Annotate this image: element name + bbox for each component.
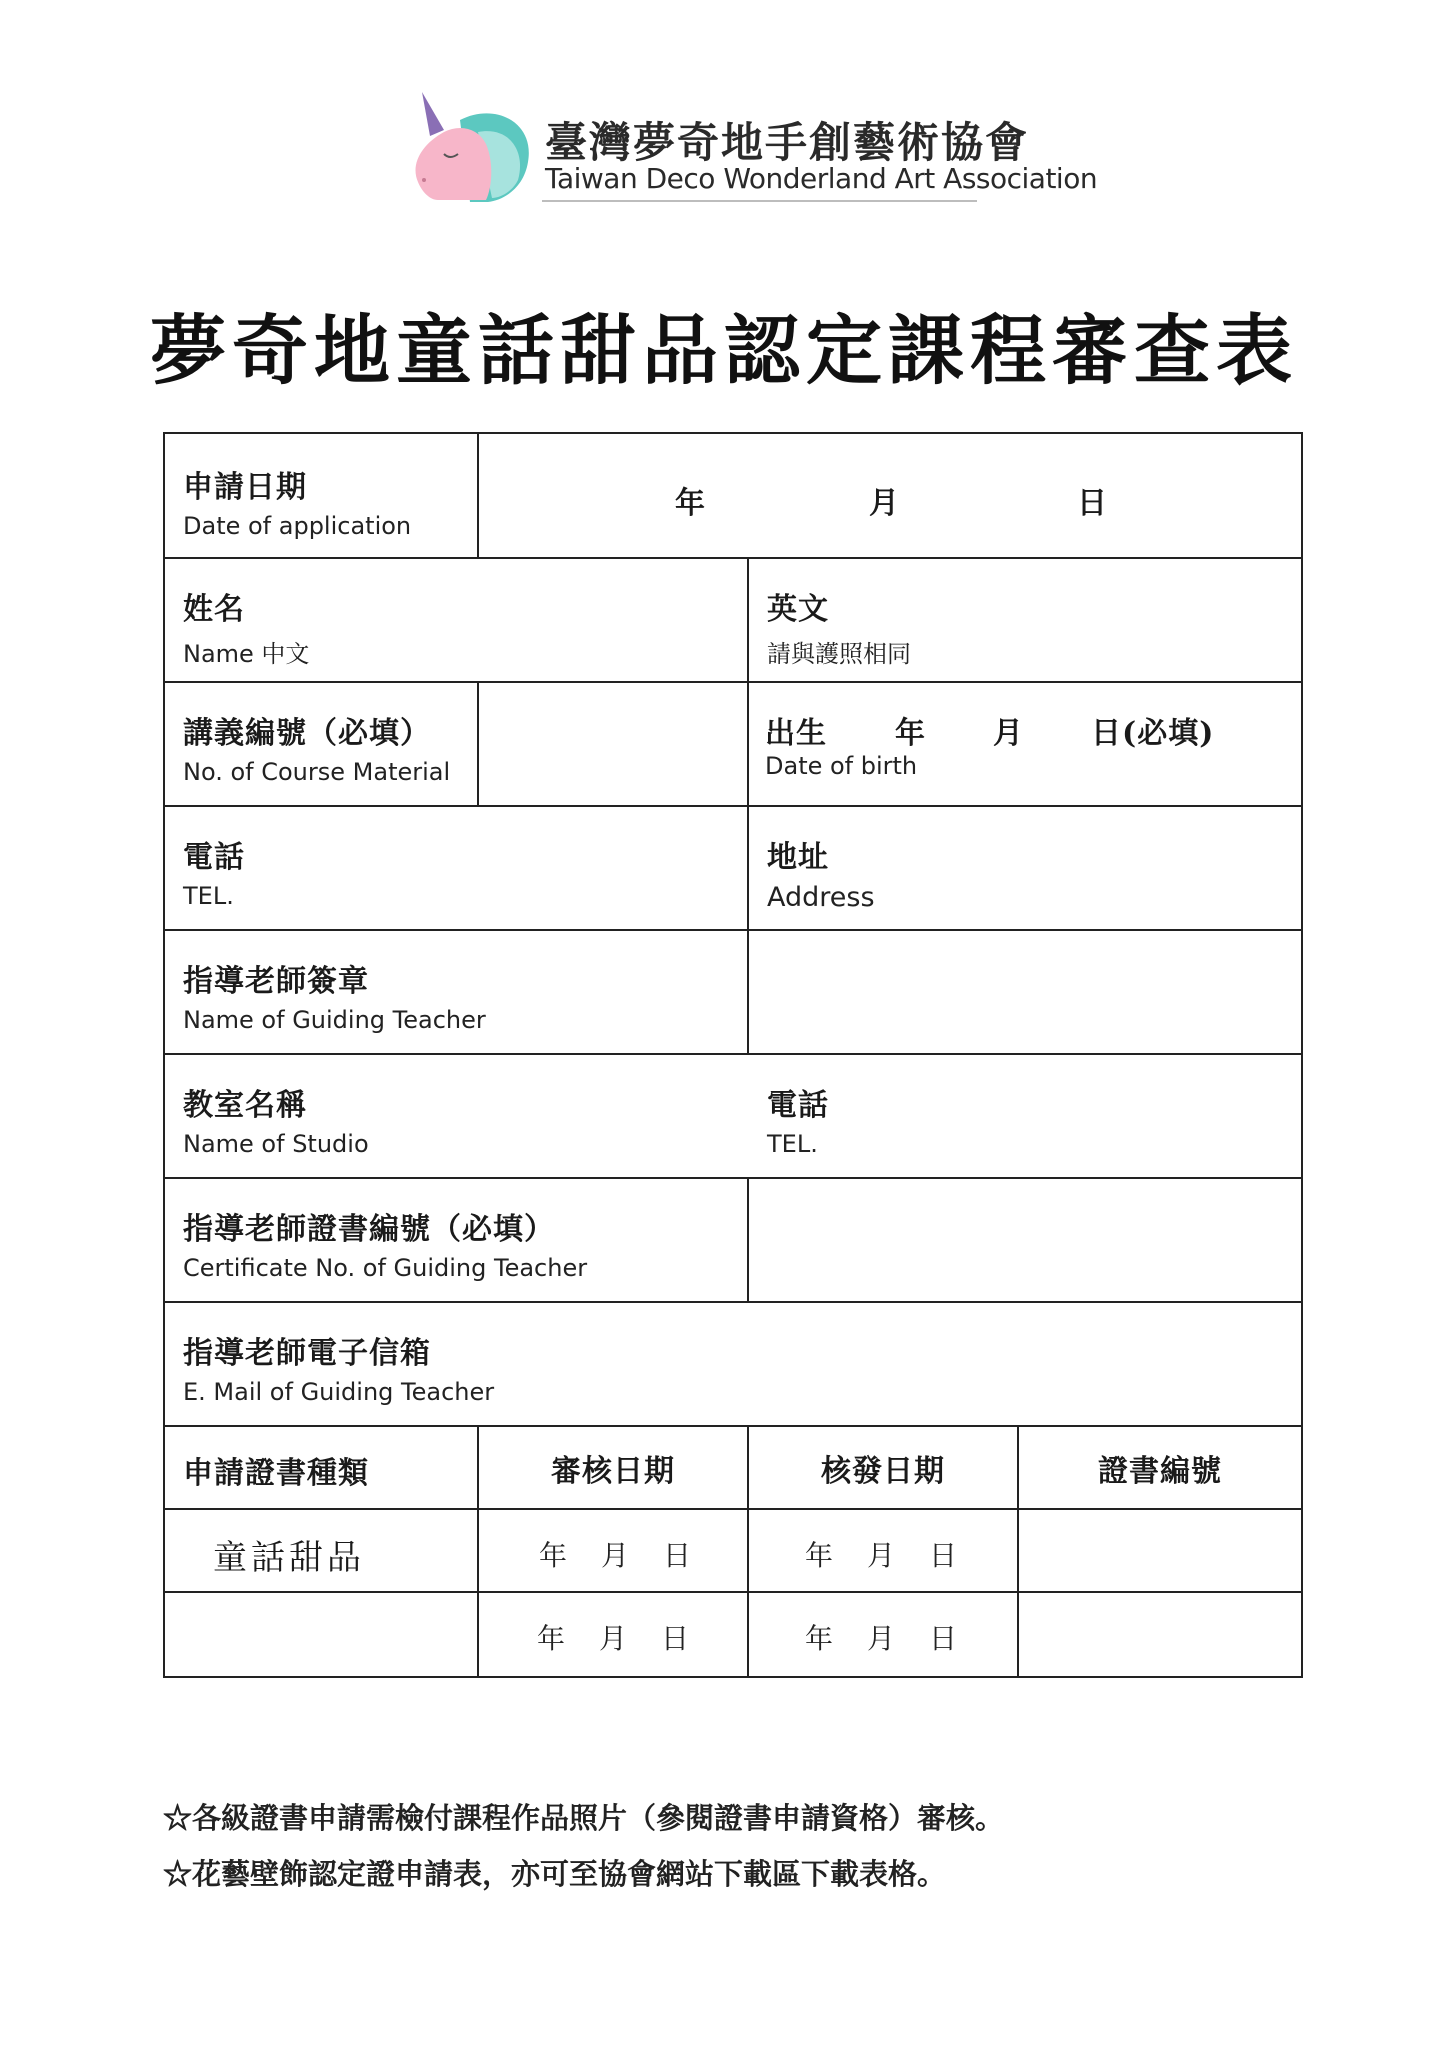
- review-date-row1[interactable]: 年 月 日: [539, 1539, 692, 1572]
- unicorn-logo-icon: [400, 92, 540, 212]
- english-name-label[interactable]: 英文 請與護照相同: [767, 592, 911, 668]
- note-line: ☆花藝壁飾認定證申請表，亦可至協會網站下載區下載表格。: [163, 1857, 947, 1891]
- year-label: 年: [675, 486, 705, 521]
- review-date-row2[interactable]: 年 月 日: [537, 1622, 690, 1655]
- studio-tel-label[interactable]: 電話 TEL.: [767, 1088, 829, 1158]
- course-material-field[interactable]: [479, 683, 747, 805]
- birth-month-label: 月: [993, 716, 1024, 751]
- issue-date-header: 核發日期: [821, 1453, 945, 1489]
- review-date-header: 審核日期: [551, 1453, 675, 1489]
- cert-number-row2[interactable]: [1019, 1593, 1301, 1676]
- teacher-email-label[interactable]: 指導老師電子信箱 E. Mail of Guiding Teacher: [183, 1336, 495, 1406]
- org-name-cn: 臺灣夢奇地手創藝術協會: [545, 118, 1030, 167]
- cert-type-header: 申請證書種類: [183, 1456, 369, 1491]
- birth-day-required-label: 日(必填): [1091, 716, 1215, 751]
- cert-type-row2[interactable]: [165, 1593, 477, 1676]
- address-label[interactable]: 地址 Address: [767, 840, 875, 913]
- birth-label: 出生: [765, 716, 827, 751]
- footnotes: [163, 1790, 1004, 1902]
- tel-label[interactable]: 電話 TEL.: [183, 840, 245, 910]
- name-label[interactable]: 姓名 Name 中文: [183, 592, 310, 668]
- birth-year-label: 年: [895, 716, 926, 751]
- teacher-signature-label[interactable]: 指導老師簽章 Name of Guiding Teacher: [183, 964, 486, 1034]
- cert-type-value: 童話甜品: [213, 1538, 365, 1578]
- application-date-field[interactable]: [479, 434, 1301, 557]
- birth-date-field[interactable]: 出生 年 月 日(必填) Date of birth: [765, 708, 1285, 780]
- course-material-label: 講義編號（必填） No. of Course Material: [183, 716, 451, 786]
- cert-number-row1[interactable]: [1019, 1510, 1301, 1591]
- page-title: 夢奇地童話甜品認定課程審查表: [150, 306, 1298, 395]
- note-line: ☆各級證書申請需檢付課程作品照片（參閱證書申請資格）審核。: [163, 1801, 1005, 1835]
- organization-logo: [400, 92, 1098, 212]
- month-label: 月: [869, 486, 899, 521]
- org-name-en: Taiwan Deco Wonderland Art Association: [545, 162, 1098, 195]
- day-label: 日: [1077, 486, 1107, 521]
- studio-label[interactable]: 教室名稱 Name of Studio: [183, 1088, 369, 1158]
- application-date-label: 申請日期 Date of application: [183, 470, 412, 540]
- review-form: [163, 432, 1303, 1678]
- issue-date-row2[interactable]: 年 月 日: [805, 1622, 958, 1655]
- org-underline: [542, 200, 977, 202]
- cert-number-header: 證書編號: [1098, 1453, 1222, 1489]
- issue-date-row1[interactable]: 年 月 日: [805, 1539, 958, 1572]
- teacher-certificate-label[interactable]: 指導老師證書編號（必填） Certificate No. of Guiding Teacher: [183, 1212, 588, 1282]
